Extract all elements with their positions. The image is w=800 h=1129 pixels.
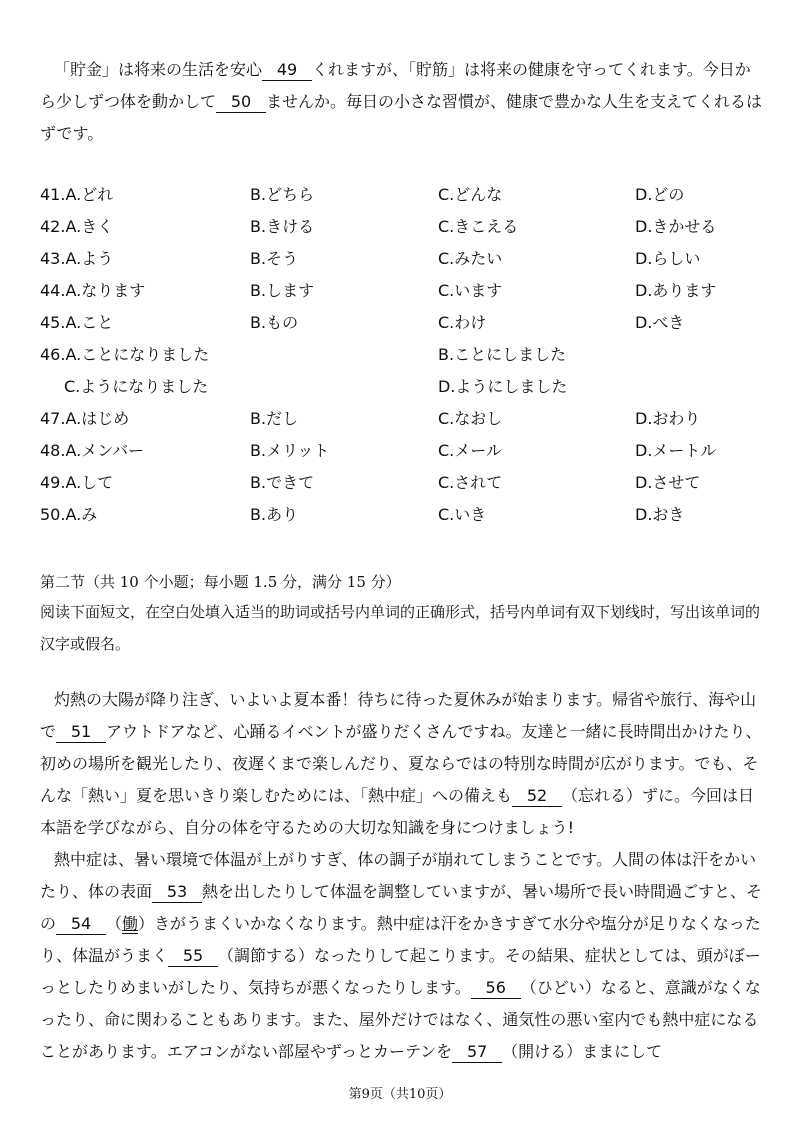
option-45-d: D.べき [635, 313, 685, 332]
blank-56: 56 [471, 978, 521, 999]
blank-53: 53 [152, 882, 202, 903]
passage-text: （開ける）ままにして [502, 1042, 663, 1061]
option-49-c: C.されて [438, 473, 503, 492]
option-42-b: B.きける [250, 217, 315, 236]
blank-54: 54 [56, 914, 106, 935]
option-row-47 [40, 406, 780, 438]
option-48-a: 48.A.メンバー [40, 441, 145, 460]
option-42-a: 42.A.きく [40, 217, 114, 236]
option-49-d: D.させて [635, 473, 701, 492]
option-50-c: C.いき [438, 505, 487, 524]
option-row-43 [40, 246, 780, 278]
passage-text: （ [106, 914, 123, 933]
option-42-c: C.きこえる [438, 217, 519, 236]
option-47-c: C.なおし [438, 409, 503, 428]
passage-text: （忘れる）ずに。今回は日本語を学びながら、自分の体を守るための大切な知識を身につけましょう! [40, 786, 755, 837]
option-44-a: 44.A.なります [40, 281, 146, 300]
option-row-46 [40, 342, 780, 374]
option-41-a: 41.A.どれ [40, 185, 114, 204]
option-41-c: C.どんな [438, 185, 503, 204]
option-46-b: B.ことにしました [438, 345, 567, 364]
blank-52: 52 [512, 786, 562, 807]
option-47-a: 47.A.はじめ [40, 409, 130, 428]
option-44-d: D.あります [635, 281, 717, 300]
option-48-b: B.メリット [250, 441, 330, 460]
option-45-b: B.もの [250, 313, 299, 332]
passage-text: 熱中症は、暑い環境で体温が上がりすぎ、体の調子が崩れてしまうことです。人間の体は汗をかいたり、体の表面 [40, 850, 757, 901]
option-43-c: C.みたい [438, 249, 503, 268]
option-44-c: C.います [438, 281, 503, 300]
instruction-text: 阅读下面短文，在空白处填入适当的助词或括号内单词的正确形式，括号内单词有双下划线时，写出该单词的汉字或假名。 [40, 603, 761, 653]
passage-text: （ひどい）なると、意識がなくなったり、命に関わることもあります。また、屋外だけではなく、通気性の悪い室内でも熱中症になることがあります。エアコンがない部屋やずっとカーテンを [40, 978, 761, 1061]
intro-text: ませんか。毎日の小さな習慣が、健康で豊かな人生を支えてくれるはずです。 [40, 92, 763, 143]
passage-text: （調節する）なったりして起こります。その結果、症状としては、頭がぼーっとしたりめまいがしたり、気持ちが悪くなったりします。 [40, 946, 761, 997]
option-43-d: D.らしい [635, 249, 701, 268]
option-row-41 [40, 182, 780, 214]
option-47-d: D.おわり [635, 409, 701, 428]
blank-57: 57 [452, 1042, 502, 1063]
option-49-b: B.できて [250, 473, 315, 492]
option-43-b: B.そう [250, 249, 299, 268]
passage-text: ）きがうまくいかなくなります。熱中症は汗をかきすぎて水分や塩分が足りなくなったり、体温がうまく [40, 914, 761, 965]
blank-51: 51 [56, 722, 106, 743]
page-footer: 第9页（共10页） [348, 1087, 452, 1102]
option-41-b: B.どちら [250, 185, 315, 204]
option-row-46-cont [40, 374, 780, 406]
answer-options [40, 182, 780, 534]
option-47-b: B.だし [250, 409, 299, 428]
intro-text: くれますが、「貯筋」は将来の健康を守ってくれます。今日から少しずつ体を動かして [40, 60, 751, 111]
intro-text: 「貯金」は将来の生活を安心 [54, 60, 263, 79]
option-row-45 [40, 310, 780, 342]
option-46-c: C.ようになりました [64, 377, 209, 396]
passage-paragraph-2 [40, 844, 765, 1068]
option-row-44 [40, 278, 780, 310]
passage-text: 熱を出したりして体温を調整していますが、暑い場所で長い時間過ごすと、その [40, 882, 763, 933]
option-46-a: 46.A.ことになりました [40, 345, 210, 364]
option-41-d: D.どの [635, 185, 685, 204]
option-46-d: D.ようにしました [438, 377, 568, 396]
passage-text: アウトドアなど、心踊るイベントが盛りだくさんですね。友達と一緒に長時間出かけたり、初めの場所を観光したり、夜遅くまで楽しんだり、夏ならではの特別な時間が広がります。でも、そんな「熱い」夏を思いきり楽しむためには、「熱中症」への備えも [40, 722, 762, 805]
option-50-b: B.あり [250, 505, 299, 524]
option-48-d: D.メートル [635, 441, 717, 460]
option-50-d: D.おき [635, 505, 685, 524]
blank-49: 49 [262, 60, 312, 81]
double-underlined-word: 働 [122, 914, 139, 933]
option-50-a: 50.A.み [40, 505, 98, 524]
option-row-49 [40, 470, 780, 502]
passage-paragraph-1 [40, 684, 765, 844]
option-row-48 [40, 438, 780, 470]
option-49-a: 49.A.して [40, 473, 114, 492]
option-row-50 [40, 502, 780, 534]
option-48-c: C.メール [438, 441, 502, 460]
option-45-a: 45.A.こと [40, 313, 114, 332]
option-45-c: C.わけ [438, 313, 487, 332]
intro-paragraph [40, 54, 765, 150]
blank-50: 50 [216, 92, 266, 113]
option-42-d: D.きかせる [635, 217, 717, 236]
section-instruction [40, 596, 765, 660]
option-44-b: B.します [250, 281, 315, 300]
option-row-42 [40, 214, 780, 246]
option-43-a: 43.A.よう [40, 249, 114, 268]
passage-text: 灼熱の大陽が降り注ぎ、いよいよ夏本番！待ちに待った夏休みが始まります。帰省や旅行、海や山で [40, 690, 757, 741]
section-title: 第二节（共 10 个小题；每小题 1.5 分，满分 15 分） [40, 573, 401, 591]
blank-55: 55 [168, 946, 218, 967]
